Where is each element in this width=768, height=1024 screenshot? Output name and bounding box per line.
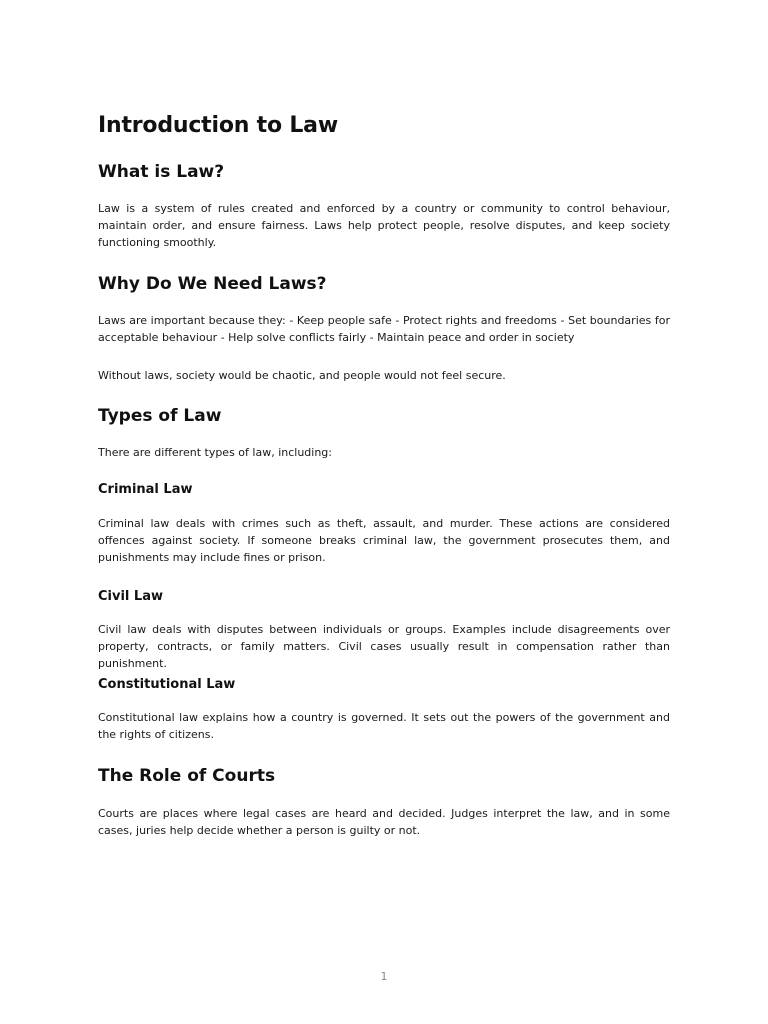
section-paragraph-types-intro: There are different types of law, including: [98, 446, 332, 459]
section-heading-what-is-law: What is Law? [98, 162, 225, 182]
section-heading-why-need-laws: Why Do We Need Laws? [98, 274, 327, 294]
section-heading-role-of-courts: The Role of Courts [98, 766, 276, 786]
subsection-paragraph-constitutional-law: Constitutional law explains how a country is governed. It sets out the powers of the government and the rights of citizens. [98, 711, 670, 741]
subsection-heading-civil-law: Civil Law [98, 589, 163, 604]
subsection-heading-constitutional-law: Constitutional Law [98, 677, 236, 692]
page-number: 1 [380, 970, 388, 983]
subsection-heading-criminal-law: Criminal Law [98, 482, 193, 497]
section-paragraph-what-is-law: Law is a system of rules created and enforced by a country or community to control behaviour, maintain order, and ensure fairness. Laws help protect people, resolve disputes, and keep society functioning smoothly. [98, 202, 670, 249]
subsection-paragraph-civil-law: Civil law deals with disputes between individuals or groups. Examples include disagreements over property, contracts, or family matters. Civil cases usually result in compensation rather than punishment. [98, 623, 670, 670]
section-paragraph-role-of-courts: Courts are places where legal cases are heard and decided. Judges interpret the law, and in some cases, juries help decide whether a person is guilty or not. [98, 807, 670, 837]
subsection-paragraph-criminal-law: Criminal law deals with crimes such as theft, assault, and murder. These actions are considered offences against society. If someone breaks criminal law, the government prosecutes them, and punishments may include fines or prison. [98, 517, 670, 564]
document-title: Introduction to Law [98, 113, 338, 138]
section-heading-types-of-law: Types of Law [98, 406, 222, 426]
section-paragraph-why-need-laws: Laws are important because they: - Keep people safe - Protect rights and freedoms - Set boundaries for acceptable behaviour - Help solve conflicts fairly - Maintain peace and order in society [98, 314, 670, 344]
section-paragraph-without-laws: Without laws, society would be chaotic, and people would not feel secure. [98, 369, 506, 382]
